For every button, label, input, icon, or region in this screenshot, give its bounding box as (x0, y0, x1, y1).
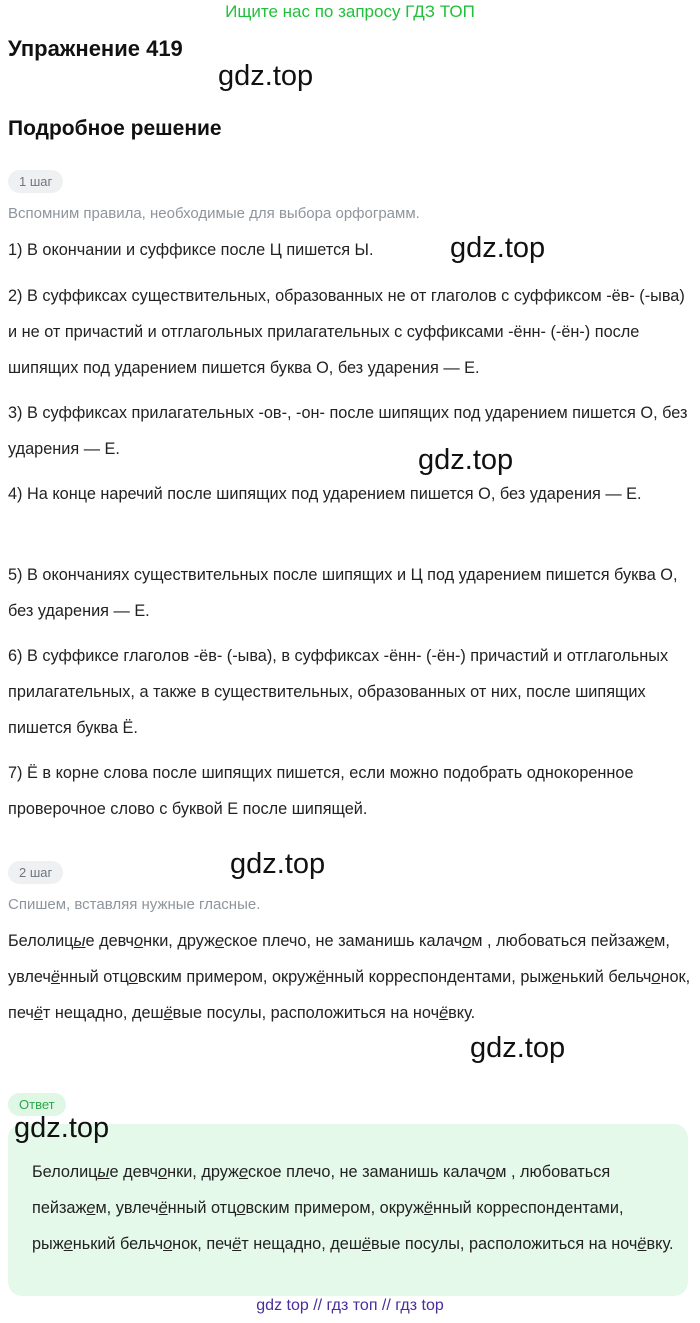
watermark: gdz.top (450, 232, 546, 264)
section-title: Подробное решение (8, 117, 222, 140)
rule-item: 3) В суффиксах прилагательных -ов-, -он- после шипящих под ударением пишется О, без ударения — Е. (8, 404, 688, 458)
rule-item: 4) На конце наречий после шипящих под ударением пишется О, без ударения — Е. (8, 485, 642, 503)
step-note: Спишем, вставляя нужные гласные. (8, 896, 261, 913)
watermark: gdz.top (470, 1032, 566, 1064)
watermark: gdz.top (230, 848, 326, 880)
footer-links[interactable]: gdz top // гдз топ // гдз top (256, 1297, 444, 1314)
step-note: Вспомним правила, необходимые для выбора орфограмм. (8, 205, 420, 222)
search-banner[interactable]: Ищите нас по запросу ГДЗ ТОП (225, 2, 475, 21)
step-badge: 2 шаг (8, 861, 63, 884)
page-title: Упражнение 419 (8, 36, 183, 61)
answer-badge: Ответ (8, 1093, 66, 1116)
watermark: gdz.top (218, 60, 314, 92)
rule-item: 7) Ё в корне слова после шипящих пишется, если можно подобрать однокоренное проверочное слово с буквой Е после шипящей. (8, 764, 634, 818)
rule-item: 1) В окончании и суффиксе после Ц пишется Ы. (8, 241, 374, 259)
solution-text: Белолицые девчонки, дружеское плечо, не заманишь калачом , любоваться пейзажем, увлечённый отцовским примером, окружённый корреспондентами, рыженький бельчонок, печёт нещадно, дешёвые посулы, расположиться на ночёвку. (8, 932, 691, 1022)
rule-item: 2) В суффиксах существительных, образованных не от глаголов с суффиксом -ёв- (-ыва) и не от причастий и отглагольных прилагательных с суффиксами -ённ- (-ён-) после шипящих под ударением пишется буква О, без ударения — Е. (8, 287, 685, 377)
watermark: gdz.top (418, 444, 514, 476)
rule-item: 6) В суффиксе глаголов -ёв- (-ыва), в суффиксах -ённ- (-ён-) причастий и отглагольных прилагательных, а также в существительных, образованных от них, после шипящих пишется буква Ё. (8, 647, 669, 737)
watermark: gdz.top (14, 1112, 110, 1144)
rule-item: 5) В окончаниях существительных после шипящих и Ц под ударением пишется буква О, без ударения — Е. (8, 566, 678, 620)
step-badge: 1 шаг (8, 170, 63, 193)
answer-box: Белолицые девчонки, дружеское плечо, не заманишь калачом , любоваться пейзажем, увлечённый отцовским примером, окружённый корреспондентами, рыженький бельчонок, печёт нещадно, дешёвые посулы, расположиться на ночёвку. (8, 1124, 688, 1296)
